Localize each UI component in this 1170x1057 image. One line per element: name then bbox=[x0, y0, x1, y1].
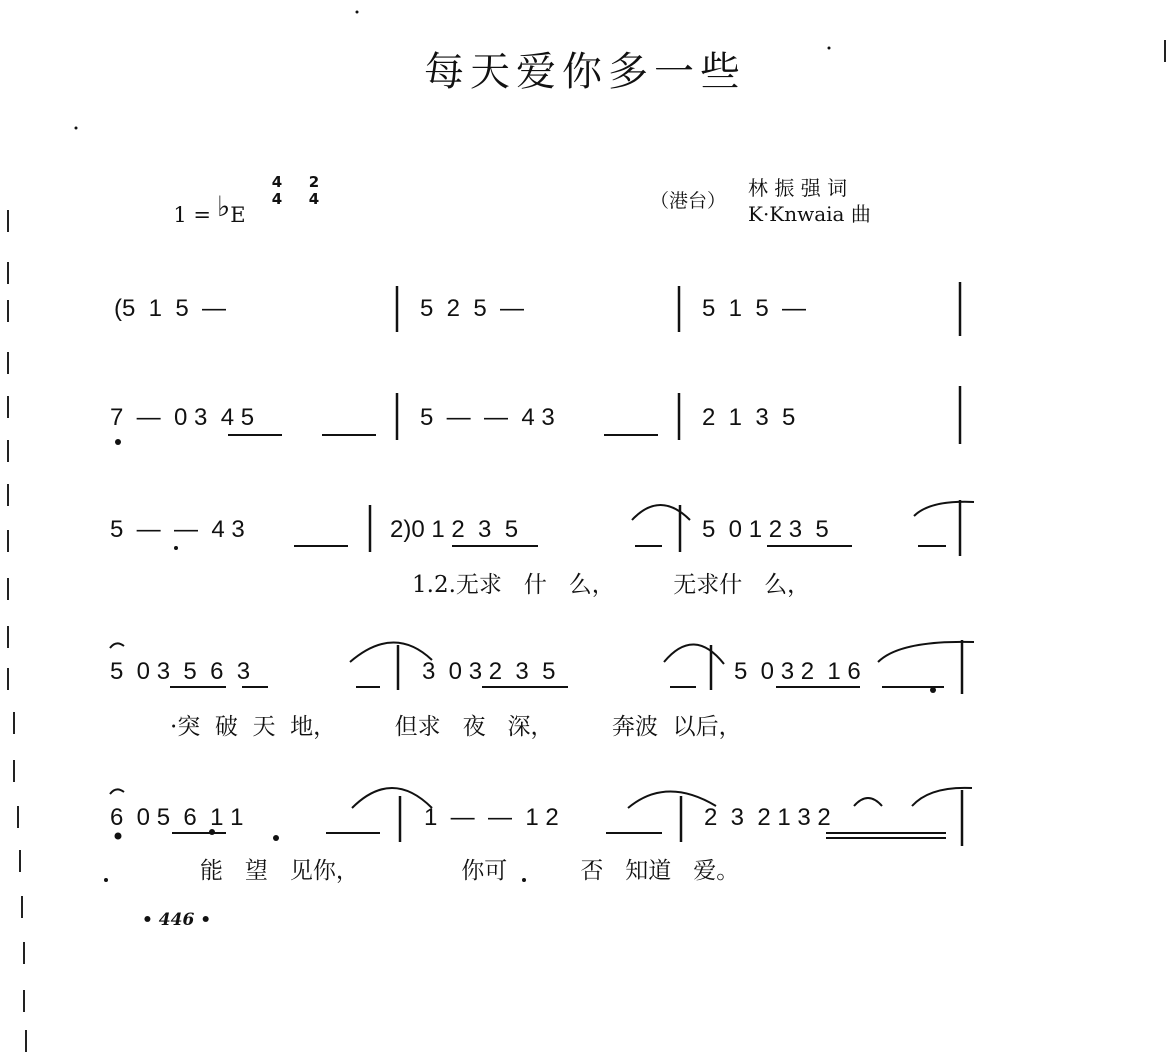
notation-line-2a: 7 — 0 3 4 5 bbox=[110, 404, 255, 431]
lyricist-credit: 林 振 强 词 bbox=[748, 176, 848, 200]
notation-line-4c: 5 0 3 2 1 6 bbox=[734, 658, 861, 685]
meter-top: 2 bbox=[308, 173, 320, 191]
key-prefix: 1 = bbox=[173, 203, 211, 227]
notation-line-5a: 6 0 5 6 1 1 bbox=[110, 804, 244, 831]
notation-line-2c: 2 1 3 5 bbox=[702, 404, 796, 431]
notation-line-1a: (5 1 5 — bbox=[114, 295, 227, 322]
lyric-line-5: 能 望 见你， 你可 否 知道 爱。 bbox=[200, 858, 740, 884]
key-signature bbox=[160, 172, 246, 229]
lyric-line-4: ·突 破 天 地， 但求 夜 深， 奔波 以后， bbox=[170, 714, 742, 740]
meter-bottom: 4 bbox=[308, 190, 320, 208]
song-title: 每天爱你多一些 bbox=[424, 49, 746, 95]
notation-line-5c: 2 3 2 1 3 2 bbox=[704, 804, 831, 831]
flat-sign: ♭ bbox=[217, 190, 231, 223]
notation-line-3b: 2)0 1 2 3 5 bbox=[390, 516, 519, 543]
meter-top: 4 bbox=[271, 173, 283, 191]
lyric-line-3: 1.2.无求 什 么， 无求什 么， bbox=[412, 572, 811, 598]
key-tonic: E bbox=[230, 203, 246, 227]
origin-note: （港台） bbox=[650, 190, 727, 212]
notation-line-4a: 5 0 3 5 6 3 bbox=[110, 658, 251, 685]
composer-credit: K·Knwaia 曲 bbox=[748, 202, 871, 226]
notation-line-1c: 5 1 5 — bbox=[702, 295, 807, 322]
meter-bottom: 4 bbox=[271, 190, 283, 208]
notation-line-5b: 1 — — 1 2 bbox=[424, 804, 559, 831]
notation-line-3a: 5 — — 4 3 bbox=[110, 516, 245, 543]
page-number: • 446 • bbox=[142, 910, 212, 930]
notation-line-1b: 5 2 5 — bbox=[420, 295, 525, 322]
notation-line-3c: 5 0 1 2 3 5 bbox=[702, 516, 829, 543]
notation-line-4b: 3 0 3 2 3 5 bbox=[422, 658, 556, 685]
time-signature-2-4 bbox=[307, 174, 321, 208]
time-signature-4-4 bbox=[270, 174, 284, 208]
notation-line-2b: 5 — — 4 3 bbox=[420, 404, 555, 431]
